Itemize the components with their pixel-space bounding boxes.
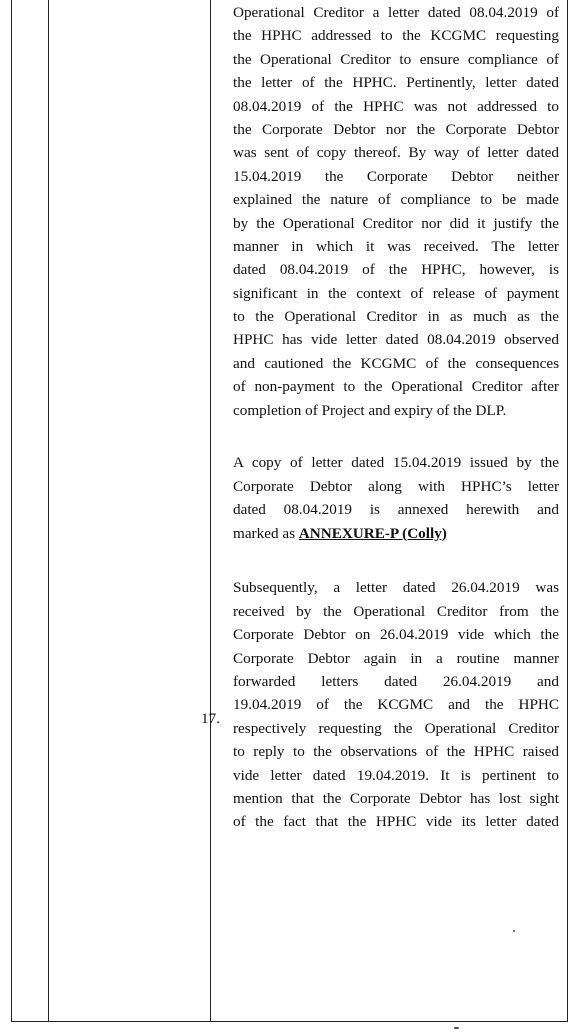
text-line: Corporate Debtor again in a routine manner bbox=[233, 649, 559, 667]
scan-speck bbox=[454, 1027, 459, 1029]
text-line: of non-payment to the Operational Creditor after bbox=[233, 378, 559, 396]
item-number: 17. bbox=[201, 710, 220, 727]
text-line: A copy of letter dated 15.04.2019 issued by the bbox=[233, 454, 559, 472]
text-line: to reply to the observations of the HPHC raised bbox=[233, 743, 559, 761]
text-line: forwarded letters dated 26.04.2019 and bbox=[233, 672, 559, 690]
text-line: the Operational Creditor to ensure compliance of bbox=[233, 50, 559, 68]
text-line: vide letter dated 19.04.2019. It is pertinent to bbox=[233, 766, 559, 784]
text-line: explained the nature of compliance to be made bbox=[233, 191, 559, 209]
text-line: the letter of the HPHC. Pertinently, letter dated bbox=[233, 74, 559, 92]
text-line: and cautioned the KCGMC of the consequences bbox=[233, 354, 559, 372]
text-line: manner in which it was received. The letter bbox=[233, 237, 559, 255]
text-line: to the Operational Creditor in as much as the bbox=[233, 308, 559, 326]
text-line bbox=[233, 522, 559, 545]
text-line: Corporate Debtor along with HPHC’s letter bbox=[233, 477, 559, 495]
text-line: of the fact that the HPHC vide its letter dated bbox=[233, 813, 559, 831]
text-line: Operational Creditor a letter dated 08.04.2019 of bbox=[233, 4, 559, 21]
text-line: significant in the context of release of payment bbox=[233, 284, 559, 302]
marked-as-text: marked as bbox=[233, 524, 299, 542]
text-line: Subsequently, a letter dated 26.04.2019 was bbox=[233, 579, 559, 597]
text-line: received by the Operational Creditor from the bbox=[233, 602, 559, 620]
text-line: the Corporate Debtor nor the Corporate Debtor bbox=[233, 120, 559, 138]
text-line: by the Operational Creditor nor did it justify the bbox=[233, 214, 559, 232]
text-line: 15.04.2019 the Corporate Debtor neither bbox=[233, 167, 559, 185]
item-17-paragraph bbox=[233, 576, 559, 833]
text-line: mention that the Corporate Debtor has lost sight bbox=[233, 789, 559, 807]
text-line: the HPHC addressed to the KCGMC requesting bbox=[233, 27, 559, 45]
text-line: HPHC has vide letter dated 08.04.2019 observed bbox=[233, 331, 559, 349]
document-body bbox=[233, 0, 559, 834]
text-line: Corporate Debtor on 26.04.2019 vide which the bbox=[233, 626, 559, 644]
annexure-label: ANNEXURE-P (Colly) bbox=[298, 524, 447, 542]
text-line: dated 08.04.2019 is annexed herewith and bbox=[233, 501, 559, 519]
text-line: dated 08.04.2019 of the HPHC, however, is bbox=[233, 261, 559, 279]
text-line: respectively requesting the Operational Creditor bbox=[233, 719, 559, 737]
paragraph-continuation bbox=[233, 1, 559, 422]
column-divider-2 bbox=[210, 0, 211, 1022]
text-line: 08.04.2019 of the HPHC was not addressed to bbox=[233, 97, 559, 115]
text-line: was sent of copy thereof. By way of letter dated bbox=[233, 144, 559, 162]
column-divider-1 bbox=[48, 0, 49, 1022]
text-line: 19.04.2019 of the KCGMC and the HPHC bbox=[233, 696, 559, 714]
text-line: completion of Project and expiry of the DLP. bbox=[233, 401, 507, 419]
annexure-paragraph bbox=[233, 451, 559, 545]
scan-speck bbox=[513, 930, 515, 932]
